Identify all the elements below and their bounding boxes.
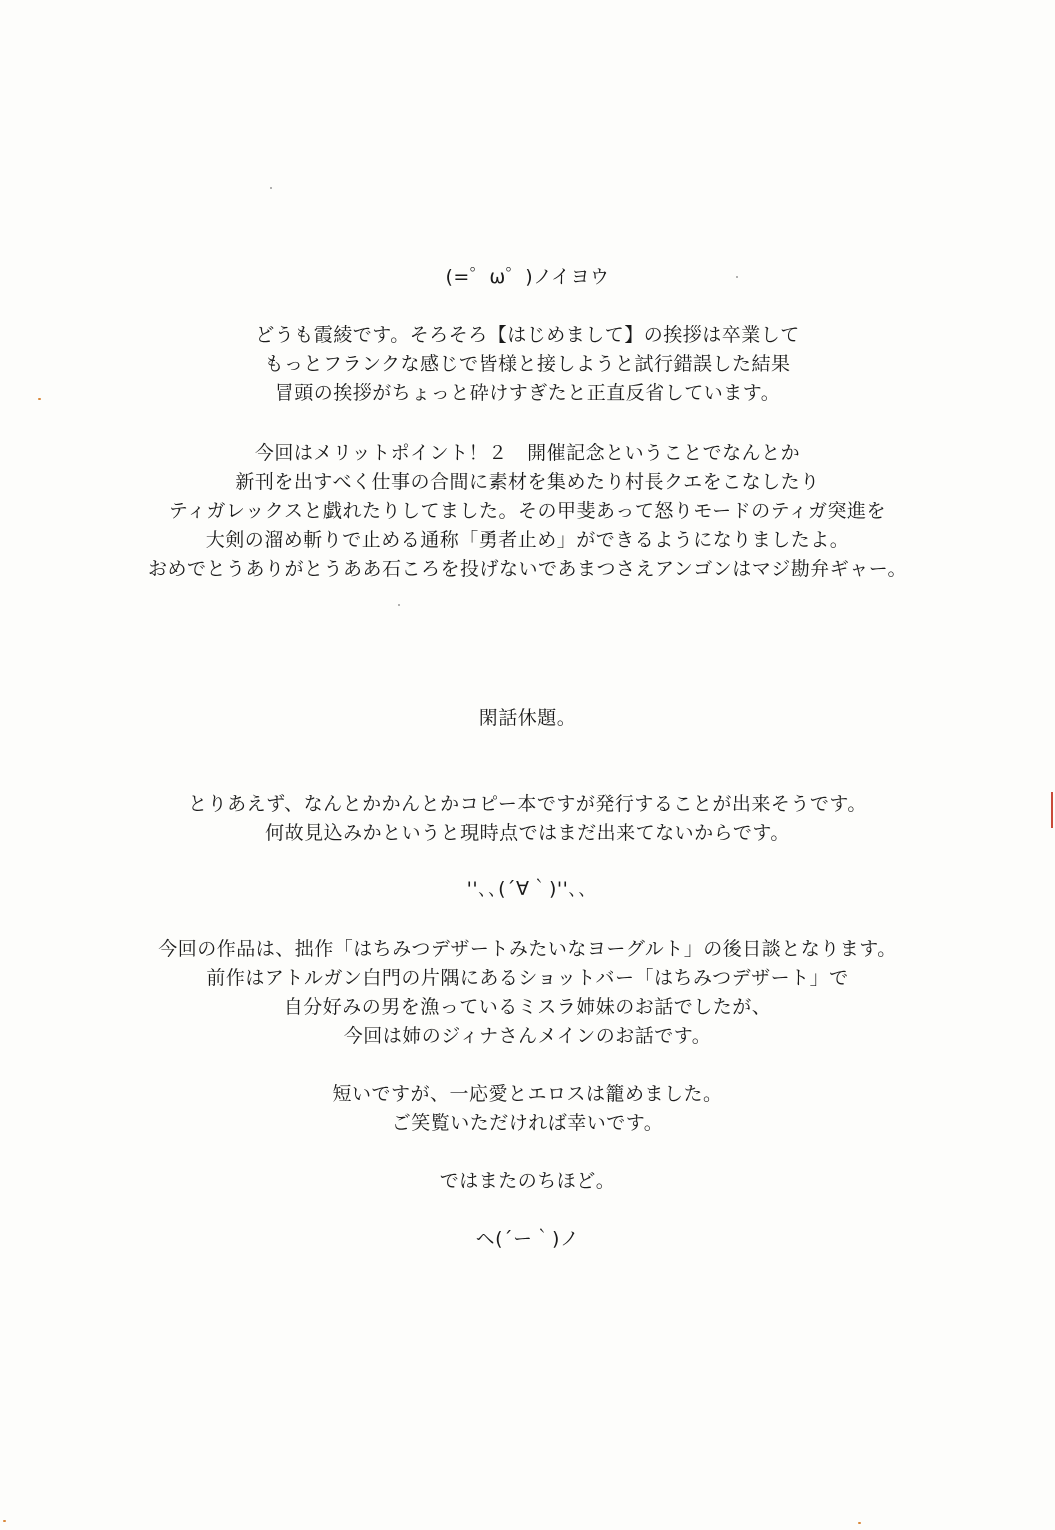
event-line-1: 今回はメリットポイント！２ 開催記念ということでなんとか (254, 442, 801, 464)
work-line-4: 今回は姉のジィナさんメインのお話です。 (343, 1025, 712, 1047)
work-line-2: 前作はアトルガン白門の片隅にあるショットバー「はちみつデザート」で (206, 967, 849, 989)
book-line-2: 何故見込みかというと現時点ではまだ出来てないからです。 (265, 822, 790, 844)
paper-speck (3, 1520, 6, 1522)
intro-line-1: どうも霞綾です。そろそろ【はじめまして】の挨拶は卒業して (255, 324, 800, 346)
work-line-3: 自分好みの男を漁っているミスラ姉妹のお話でしたが、 (283, 996, 772, 1018)
paper-speck (858, 1522, 861, 1524)
intro-line-2: もっとフランクな感じで皆様と接しようと試行錯誤した結果 (264, 353, 791, 375)
greeting-emoticon: (=゜ω゜)ノイヨウ (445, 266, 610, 288)
laugh-emoticon: ''､､(´∀｀)''､､ (466, 878, 589, 900)
book-line-1: とりあえず、なんとかかんとかコピー本ですが発行することが出来そうです。 (188, 793, 867, 815)
farewell-line: ではまたのちほど。 (439, 1170, 616, 1192)
event-line-3: ティガレックスと戯れたりしてました。その甲斐あって怒りモードのティガ突進を (168, 500, 887, 522)
event-line-2: 新刊を出すべく仕事の合間に素材を集めたり村長クエをこなしたり (235, 471, 820, 493)
section-heading: 閑話休題。 (478, 707, 577, 729)
paper-speck (736, 276, 738, 278)
paper-edge-mark (1051, 792, 1053, 828)
event-line-4: 大剣の溜め斬りで止める通称「勇者止め」ができるようになりましたよ。 (205, 529, 850, 551)
paper-speck (270, 187, 272, 189)
closing-line-1: 短いですが、一応愛とエロスは籠めました。 (332, 1083, 723, 1105)
work-line-1: 今回の作品は、拙作「はちみつデザートみたいなヨーグルト」の後日談となります。 (158, 938, 897, 960)
paper-speck (38, 398, 41, 400)
closing-line-2: ご笑覧いただければ幸いです。 (391, 1112, 664, 1134)
intro-line-3: 冒頭の挨拶がちょっと砕けすぎたと正直反省しています。 (274, 382, 781, 404)
paper-speck (398, 604, 400, 606)
event-line-5: おめでとうありがとうああ石ころを投げないであまつさえアンゴンはマジ勘弁ギャー。 (148, 558, 907, 580)
farewell-emoticon: ヘ(´ー｀)ノ (475, 1228, 580, 1250)
